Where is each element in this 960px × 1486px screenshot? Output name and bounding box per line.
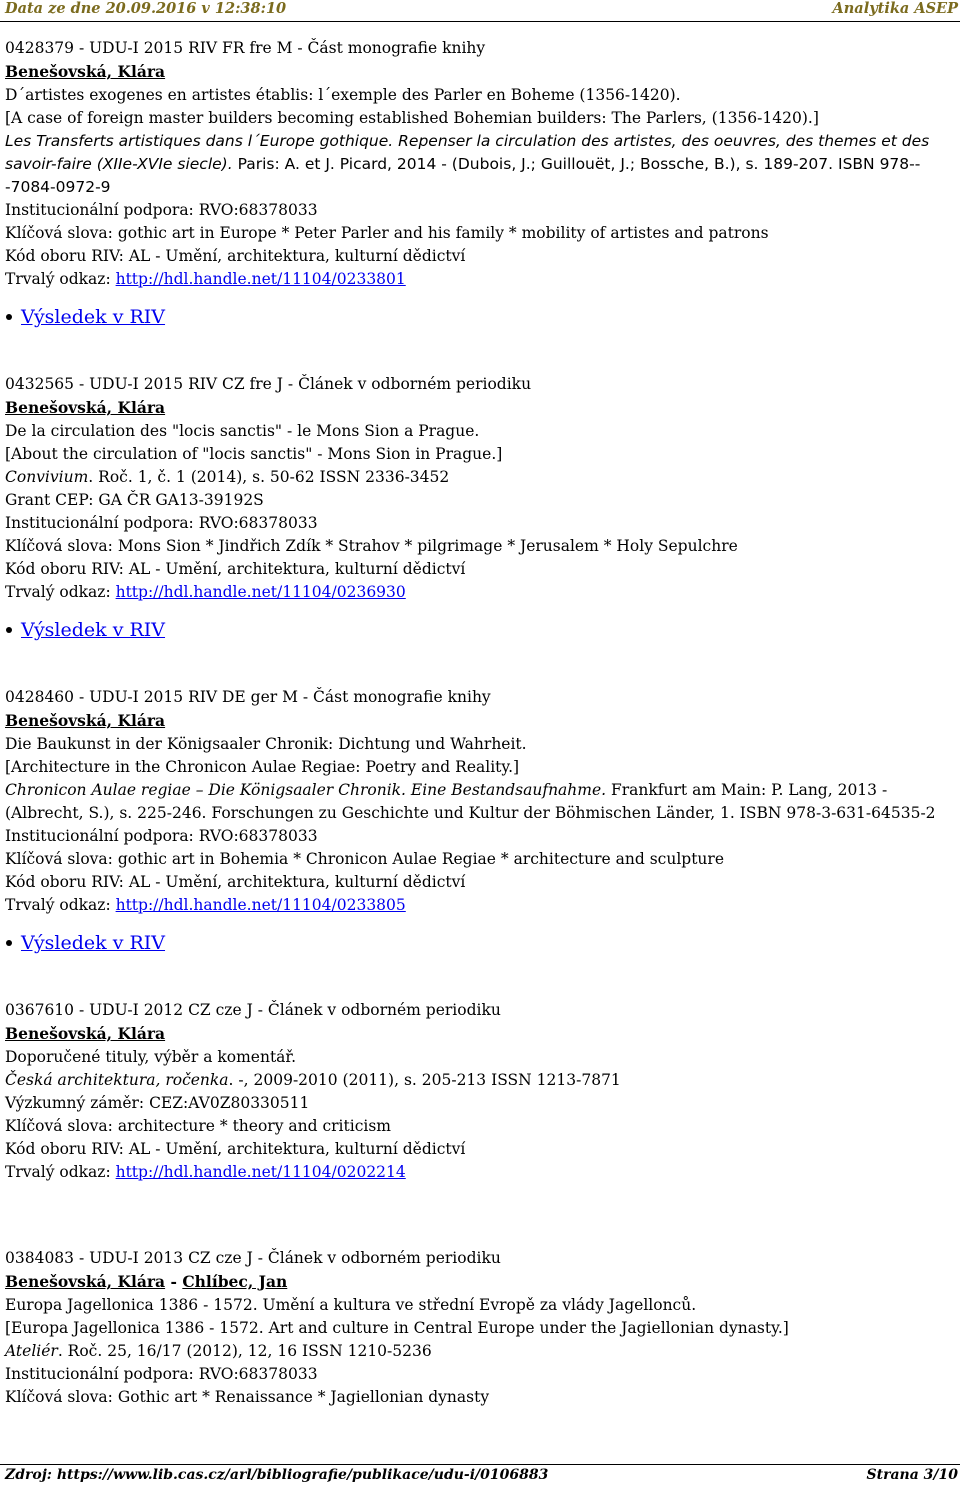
- record-title-en: [Architecture in the Chronicon Aulae Regiae: Poetry and Reality.]: [5, 758, 520, 776]
- journal-title: Convivium: [5, 468, 89, 486]
- institutional-support: Institucionální podpora: RVO:68378033: [5, 514, 318, 532]
- record: [5, 999, 955, 1184]
- permalink[interactable]: http://hdl.handle.net/11104/0202214: [115, 1163, 406, 1181]
- page-number: Strana 3/10: [866, 1467, 958, 1483]
- permalink-label: Trvalý odkaz:: [5, 896, 116, 914]
- record-list: [5, 37, 955, 1409]
- author-link[interactable]: Benešovská, Klára: [5, 398, 166, 417]
- riv-result-item: [5, 304, 955, 330]
- export-date: Data ze dne 20.09.2016 v 12:38:10: [5, 0, 287, 17]
- source-details: Frankfurt am Main: P. Lang, 2013 - (Albrecht, S.), s. 225-246. Forschungen zu Geschichte und Kultur der Böhmischen Länder, 1. ISBN 978-3-631-64535-2: [5, 781, 936, 822]
- riv-result-item: [5, 617, 955, 643]
- institutional-support: Institucionální podpora: RVO:68378033: [5, 827, 318, 845]
- permalink-label: Trvalý odkaz:: [5, 270, 116, 288]
- record-source: [5, 466, 955, 489]
- record-source: [5, 130, 955, 176]
- research-plan: Výzkumný záměr: CEZ:AV0Z80330511: [5, 1094, 310, 1112]
- journal-title: Ateliér: [5, 1342, 58, 1360]
- source-title: Chronicon Aulae regiae – Die Königsaaler Chronik. Eine Bestandsaufnahme.: [5, 781, 607, 799]
- journal-details: . Roč. 25, 16/17 (2012), 12, 16 ISSN 1210-5236: [57, 1342, 432, 1360]
- riv-result-link[interactable]: Výsledek v RIV: [21, 306, 166, 328]
- isbn-continuation: -7084-0972-9: [5, 178, 111, 196]
- record-source: [5, 1340, 955, 1363]
- journal-details: . Roč. 1, č. 1 (2014), s. 50-62 ISSN 2336-3452: [88, 468, 450, 486]
- keywords: Klíčová slova: gothic art in Europe * Peter Parler and his family * mobility of artistes and patrons: [5, 224, 769, 242]
- record-title: D´artistes exogenes en artistes établis: l´exemple des Parler en Boheme (1356-1420).: [5, 86, 681, 104]
- record-source: [5, 779, 955, 825]
- record-head: 0432565 - UDU-I 2015 RIV CZ fre J - Článek v odborném periodiku: [5, 375, 532, 393]
- author-link[interactable]: Chlíbec, Jan: [182, 1272, 288, 1291]
- grant: Grant CEP: GA ČR GA13-39192S: [5, 491, 264, 509]
- keywords: Klíčová slova: gothic art in Bohemia * Chronicon Aulae Regiae * architecture and sculpture: [5, 850, 725, 868]
- record: [5, 1247, 955, 1409]
- bullet-icon: [6, 940, 12, 946]
- record-title: Europa Jagellonica 1386 - 1572. Umění a kultura ve střední Evropě za vlády Jagellonců.: [5, 1296, 697, 1314]
- permalink-label: Trvalý odkaz:: [5, 583, 116, 601]
- author-link[interactable]: Benešovská, Klára: [5, 62, 166, 81]
- record-head: 0367610 - UDU-I 2012 CZ cze J - Článek v odborném periodiku: [5, 1001, 501, 1019]
- source-title: Les Transferts artistiques dans l´Europe gothique. Repenser la circulation des artistes, des oeuvres, des themes et des savoir-faire (XIIe-XVIe siecle).: [5, 132, 930, 173]
- bullet-icon: [6, 314, 12, 320]
- permalink[interactable]: http://hdl.handle.net/11104/0233805: [115, 896, 406, 914]
- keywords: Klíčová slova: Mons Sion * Jindřich Zdík * Strahov * pilgrimage * Jerusalem * Holy Sepulchre: [5, 537, 738, 555]
- source-url: Zdroj: https://www.lib.cas.cz/arl/bibliografie/publikace/udu-i/0106883: [5, 1467, 549, 1483]
- record-title: Die Baukunst in der Königsaaler Chronik: Dichtung und Wahrheit.: [5, 735, 527, 753]
- record-title-en: [About the circulation of "locis sanctis" - Mons Sion in Prague.]: [5, 445, 503, 463]
- riv-result-item: [5, 930, 955, 956]
- permalink[interactable]: http://hdl.handle.net/11104/0233801: [115, 270, 406, 288]
- riv-field-code: Kód oboru RIV: AL - Umění, architektura, kulturní dědictví: [5, 560, 466, 578]
- institutional-support: Institucionální podpora: RVO:68378033: [5, 201, 318, 219]
- keywords: Klíčová slova: architecture * theory and criticism: [5, 1117, 391, 1135]
- report-name: Analytika ASEP: [832, 0, 958, 17]
- source-details: Paris: A. et J. Picard, 2014 - (Dubois, J.; Guillouët, J.; Bossche, B.), s. 189-207. ISBN 978--: [232, 155, 921, 173]
- record: [5, 37, 955, 330]
- record-title-en: [Europa Jagellonica 1386 - 1572. Art and culture in Central Europe under the Jagiellonian dynasty.]: [5, 1319, 789, 1337]
- journal-title: Česká architektura, ročenka: [5, 1071, 229, 1089]
- page-header: [0, 0, 960, 22]
- bullet-icon: [6, 627, 12, 633]
- riv-field-code: Kód oboru RIV: AL - Umění, architektura, kulturní dědictví: [5, 873, 466, 891]
- author-link[interactable]: Benešovská, Klára: [5, 1272, 166, 1291]
- permalink[interactable]: http://hdl.handle.net/11104/0236930: [115, 583, 406, 601]
- record-head: 0428379 - UDU-I 2015 RIV FR fre M - Část monografie knihy: [5, 39, 486, 57]
- record-title: De la circulation des "locis sanctis" - le Mons Sion a Prague.: [5, 422, 480, 440]
- record: [5, 373, 955, 643]
- record-head: 0384083 - UDU-I 2013 CZ cze J - Článek v odborném periodiku: [5, 1249, 501, 1267]
- keywords: Klíčová slova: Gothic art * Renaissance * Jagiellonian dynasty: [5, 1388, 490, 1406]
- record-title-en: [A case of foreign master builders becoming established Bohemian builders: The Parlers, (1356-1420).]: [5, 109, 819, 127]
- author-link[interactable]: Benešovská, Klára: [5, 1024, 166, 1043]
- record-source: [5, 1069, 955, 1092]
- record-title: Doporučené tituly, výběr a komentář.: [5, 1048, 297, 1066]
- record: [5, 686, 955, 956]
- journal-details: . -, 2009-2010 (2011), s. 205-213 ISSN 1213-7871: [228, 1071, 621, 1089]
- institutional-support: Institucionální podpora: RVO:68378033: [5, 1365, 318, 1383]
- record-head: 0428460 - UDU-I 2015 RIV DE ger M - Část monografie knihy: [5, 688, 491, 706]
- permalink-label: Trvalý odkaz:: [5, 1163, 116, 1181]
- riv-result-link[interactable]: Výsledek v RIV: [21, 932, 166, 954]
- author-link[interactable]: Benešovská, Klára: [5, 711, 166, 730]
- riv-result-link[interactable]: Výsledek v RIV: [21, 619, 166, 641]
- riv-field-code: Kód oboru RIV: AL - Umění, architektura, kulturní dědictví: [5, 247, 466, 265]
- riv-field-code: Kód oboru RIV: AL - Umění, architektura, kulturní dědictví: [5, 1140, 466, 1158]
- page-footer: [0, 1464, 960, 1486]
- author-separator: -: [165, 1272, 183, 1291]
